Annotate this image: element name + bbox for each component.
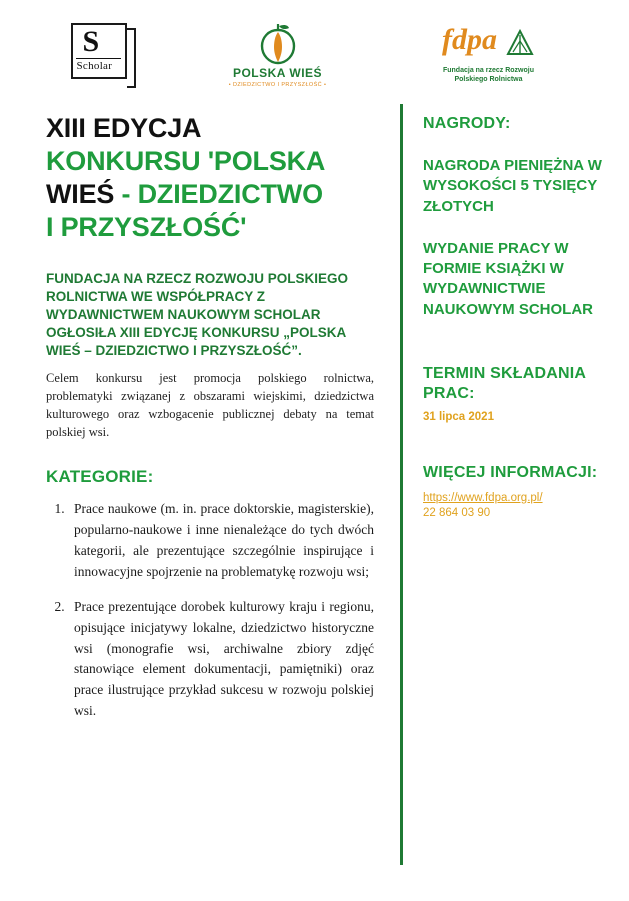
headline-line-3b: - DZIEDZICTWO [114, 178, 323, 209]
sidebar [403, 100, 629, 901]
polska-wies-logo [218, 22, 338, 88]
fdpa-tagline-line1: Fundacja na rzecz Rozwoju [442, 66, 534, 74]
fdpa-wordmark: fdpa [442, 23, 497, 57]
headline-line-1: XIII EDYCJA [46, 113, 202, 143]
scholar-wordmark: Scholar [76, 60, 113, 72]
scholar-rule [76, 58, 121, 59]
list-item: 1. Prace naukowe (m. in. prace doktorskie, magisterskie), popularno-naukowe i inne nienależące do tych dwóch kategorii, ale prezentujące szczególnie inspirujące i innowacyjne spojrzenie na problematykę rozwoju wsi; [68, 499, 374, 583]
headline-line-3a: WIEŚ [46, 178, 115, 209]
kategorie-heading: KATEGORIE: [46, 467, 154, 487]
fdpa-tagline [443, 66, 534, 85]
sidebar-heading-wiecej: WIĘCEJ INFORMACJI: [423, 463, 598, 481]
spacer [423, 423, 615, 463]
list-item: 2. Prace prezentujące dorobek kulturowy kraju i regionu, opisujące inicjatywy lokalne, dziedzictwo historyczne wsi (monografie wsi, archiwalne zbiory zdjęć stanowiące element dokumentacji, pamiętniki) oraz prace ilustrujące przykład sukcesu w rozwoju polskiej wsi. [68, 597, 374, 723]
headline-line-2: KONKURSU 'POLSKA [46, 145, 326, 176]
sidebar-phone: 22 864 03 90 [423, 507, 491, 520]
kategorie-list [46, 499, 374, 722]
fdpa-logo [419, 25, 559, 85]
lead-paragraph: FUNDACJA NA RZECZ ROZWOJU POLSKIEGO ROLNICTWA WE WSPÓŁPRACY Z WYDAWNICTWEM NAUKOWYM SCHOLAR OGŁOSIŁA XIII EDYCJĘ KONKURSU „POLSKA WIEŚ – DZIEDZICTWO I PRZYSZŁOŚĆ”. [46, 270, 349, 358]
tree-icon [505, 28, 535, 63]
page-title [46, 112, 374, 244]
sidebar-prize-2: WYDANIE PRACY W FORMIE KSIĄŻKI W WYDAWNICTWIE NAUKOWYM SCHOLAR [423, 239, 593, 318]
scholar-initial: S [82, 25, 100, 58]
logo-bar [0, 0, 629, 100]
headline-line-4: I PRZYSZŁOŚĆ' [46, 211, 247, 242]
intro-paragraph: Celem konkursu jest promocja polskiego rolnictwa, problematyki związanej z obszarami wiejskimi, dziedzictwa kulturowego oraz wzbogacenie publicznej debaty na temat polskiej wsi. [46, 370, 374, 439]
apple-icon [248, 22, 308, 66]
content-columns [0, 100, 629, 901]
sidebar-heading-nagrody: NAGRODY: [423, 115, 511, 132]
headline-line-3 [46, 178, 374, 211]
sidebar-heading-termin: TERMIN SKŁADANIA PRAC: [423, 364, 586, 402]
sidebar-website-link[interactable]: https://www.fdpa.org.pl/ [423, 491, 543, 504]
sidebar-prize-1: NAGRODA PIENIĘŻNA W WYSOKOŚCI 5 TYSIĘCY ZŁOTYCH [423, 157, 602, 215]
polska-wies-title: POLSKA WIEŚ [232, 66, 323, 80]
sidebar-deadline-date: 31 lipca 2021 [423, 410, 494, 423]
scholar-logo [71, 23, 137, 87]
polska-wies-subtitle: • DZIEDZICTWO I PRZYSZŁOŚĆ • [228, 82, 327, 88]
spacer [423, 320, 615, 364]
main-column [0, 100, 400, 901]
fdpa-tagline-line2: Polskiego Rolnictwa [454, 76, 523, 84]
